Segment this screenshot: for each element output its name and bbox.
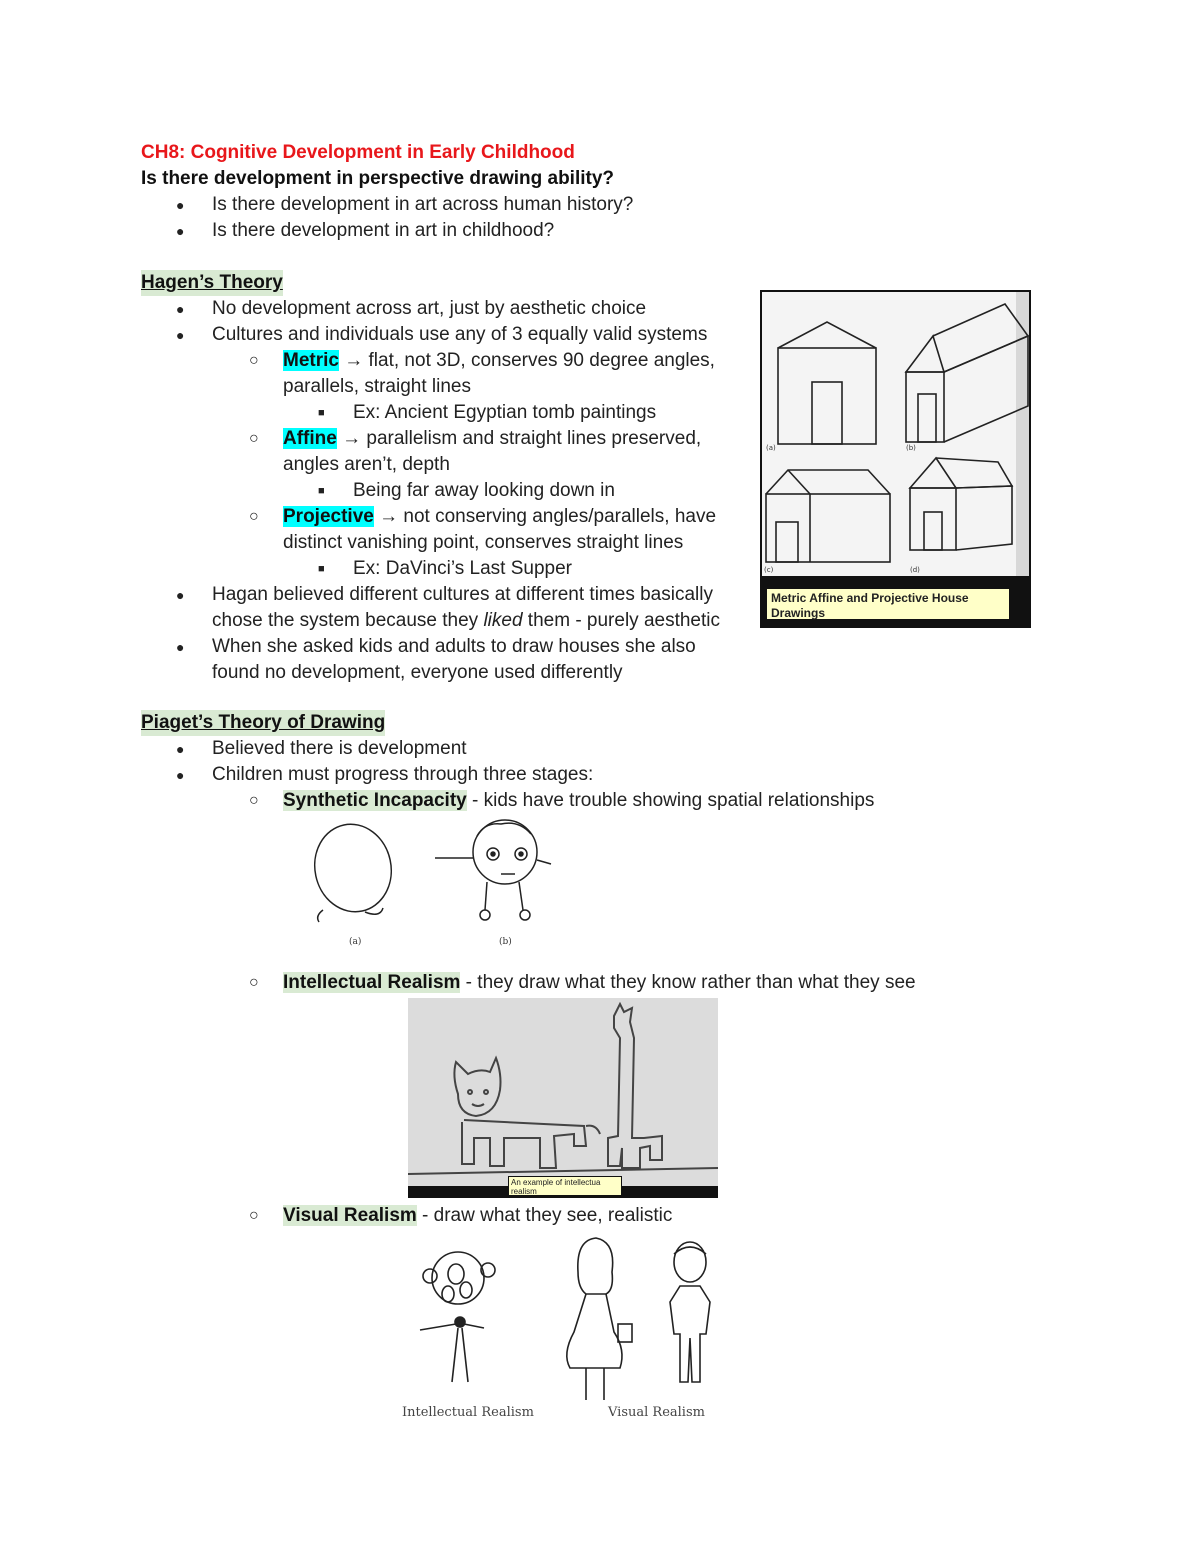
hagen-bullet: Hagan believed different cultures at different times basically: [212, 584, 713, 605]
stage-synthetic-term: Synthetic Incapacity: [283, 790, 467, 811]
circle-bullet-icon: ○: [249, 1207, 259, 1224]
figure-label-a: (a): [766, 444, 776, 452]
intellectual-realism-caption: An example of intellectua realism: [508, 1176, 622, 1196]
bullet-icon: ●: [176, 327, 185, 343]
circle-bullet-icon: ○: [249, 508, 259, 525]
bullet-icon: ●: [176, 301, 185, 317]
hagen-bullet: When she asked kids and adults to draw houses she also: [212, 636, 696, 657]
square-bullet-icon: ■: [318, 563, 325, 575]
projective-line: [283, 504, 716, 530]
bullet-icon: ●: [176, 767, 185, 783]
projective-desc: → not conserving angles/parallels, have: [373, 506, 717, 527]
hagen-bullet-cont: found no development, everyone used differently: [212, 662, 623, 683]
intro-bullet: Is there development in art in childhood?: [212, 220, 555, 241]
piaget-bullet: Believed there is development: [212, 738, 467, 759]
metric-example: Ex: Ancient Egyptian tomb paintings: [353, 402, 657, 423]
figure-label-b: (b): [906, 444, 916, 452]
bullet-icon: ●: [176, 197, 185, 213]
stage-synthetic-desc: - kids have trouble showing spatial relationships: [466, 790, 875, 811]
intellectual-realism-figure: [408, 998, 718, 1198]
metric-term: Metric: [283, 350, 339, 371]
page-question: Is there development in perspective drawing ability?: [141, 168, 615, 189]
bullet-icon: ●: [176, 223, 185, 239]
house-drawings-figure: [760, 290, 1031, 628]
figure-label-d: (d): [910, 566, 920, 574]
intellectual-realism-image: [408, 998, 718, 1186]
bullet-icon: ●: [176, 587, 185, 603]
bullet-icon: ●: [176, 741, 185, 757]
metric-desc: → flat, not 3D, conserves 90 degree angles,: [338, 350, 715, 371]
synthetic-label-a: (a): [349, 937, 362, 947]
bullet-icon: ●: [176, 639, 185, 655]
emphasis-liked: liked: [483, 610, 523, 631]
affine-line2: angles aren’t, depth: [283, 454, 450, 475]
affine-desc: → parallelism and straight lines preserved,: [336, 428, 702, 449]
house-figure-caption: Metric Affine and Projective House Drawings: [766, 588, 1010, 620]
text-run: chose the system because they: [212, 610, 484, 631]
stage-synthetic: [283, 788, 874, 814]
intro-bullet: Is there development in art across human history?: [212, 194, 634, 215]
stage-visual-desc: - draw what they see, realistic: [416, 1205, 673, 1226]
figure-label-c: (c): [764, 566, 774, 574]
page-title: CH8: Cognitive Development in Early Childhood: [141, 142, 575, 163]
visual-label-intellectual: Intellectual Realism: [402, 1405, 534, 1420]
hagen-bullet-cont: [212, 608, 720, 634]
visual-label-visual: Visual Realism: [608, 1405, 705, 1420]
house-drawings-image: [760, 290, 1031, 628]
affine-term: Affine: [283, 428, 337, 449]
square-bullet-icon: ■: [318, 485, 325, 497]
circle-bullet-icon: ○: [249, 430, 259, 447]
piaget-heading: Piaget’s Theory of Drawing: [141, 710, 385, 736]
hagen-bullet: No development across art, just by aesthetic choice: [212, 298, 647, 319]
metric-line2: parallels, straight lines: [283, 376, 471, 397]
square-bullet-icon: ■: [318, 407, 325, 419]
synthetic-label-b: (b): [499, 937, 512, 947]
stage-visual: [283, 1203, 672, 1229]
stage-intellectual: [283, 970, 916, 996]
text-run: them - purely aesthetic: [522, 610, 720, 631]
circle-bullet-icon: ○: [249, 792, 259, 809]
stage-visual-term: Visual Realism: [283, 1205, 417, 1226]
affine-example: Being far away looking down in: [353, 480, 615, 501]
circle-bullet-icon: ○: [249, 352, 259, 369]
projective-line2: distinct vanishing point, conserves straight lines: [283, 532, 684, 553]
synthetic-incapacity-image: [305, 818, 565, 953]
stage-intellectual-desc: - they draw what they know rather than what they see: [460, 972, 916, 993]
hagen-heading: Hagen’s Theory: [141, 270, 283, 296]
circle-bullet-icon: ○: [249, 974, 259, 991]
piaget-bullet: Children must progress through three stages:: [212, 764, 594, 785]
metric-line: [283, 348, 715, 374]
hagen-bullet: Cultures and individuals use any of 3 equally valid systems: [212, 324, 708, 345]
stage-intellectual-term: Intellectual Realism: [283, 972, 461, 993]
visual-realism-image: [400, 1232, 730, 1427]
affine-line: [283, 426, 701, 452]
projective-example: Ex: DaVinci’s Last Supper: [353, 558, 572, 579]
projective-term: Projective: [283, 506, 374, 527]
